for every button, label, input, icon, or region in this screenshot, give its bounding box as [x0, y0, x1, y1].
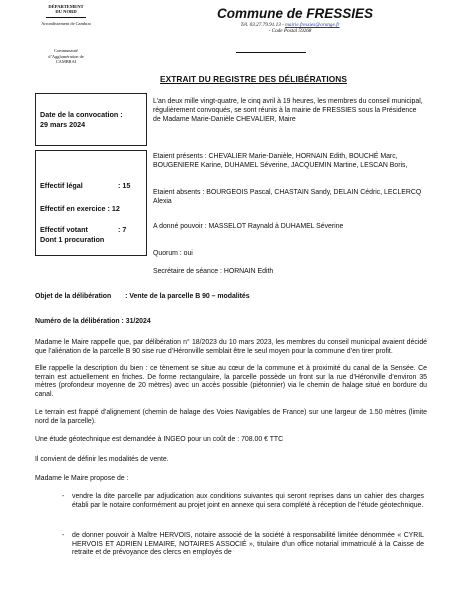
effectif-legal-value: : 15 — [118, 181, 131, 190]
effectif-exercice: Effectif en exercice : 12 — [40, 204, 120, 213]
subject-value: : Vente de la parcelle B 90 – modalités — [125, 293, 250, 300]
arrondissement: Arrondissement de Cambrai — [41, 20, 91, 26]
proposal-item-2: de donner pouvoir à Maître HERVOIS, notaire associé de la société à responsabilité limitée dénommée « CYRIL HERVOIS ET ADRIEN LEMAIRE, NOTAIRES ASSOCIÉ », titulaire d’un office notarial immatriculé à la Caisse de retraite et de prévoyance des clercs en employés de — [72, 532, 424, 557]
department-line-2: DU NORD — [55, 9, 77, 15]
cc-line-3: CAMBRAI — [55, 58, 77, 64]
subject-label: Objet de la délibération — [35, 293, 112, 300]
session-intro: L’an deux mille vingt-quatre, le cinq avril à 19 heures, les membres du conseil municipal, régulièrement convoqués, se sont réunis à la mairie de FRESSIES sous la Présidence de Madame Marie-Danièle CHEVALIER, Maire — [153, 98, 423, 123]
members-absent: Etaient absents : BOURGEOIS Pascal, CHASTAIN Sandy, DELAIN Cédric, LECLERCQ Alexia — [153, 189, 422, 205]
cc-line-2: d’Agglomération de — [48, 53, 84, 59]
effectif-legal-label: Effectif légal — [40, 181, 83, 190]
quorum: Quorum : oui — [153, 250, 193, 257]
effectif-votant-label: Effectif votant — [40, 225, 88, 234]
department-block — [22, 4, 110, 64]
convocation-label: Date de la convocation : — [40, 110, 123, 119]
paragraph-description: Elle rappelle la description du bien : ce tènement se situe au cœur de la commune et à proximité du canal de la Sensée. Ce terrain est actuellement en friches. De forme rectangulaire, la parcelle possède un front sur la rue d’Héronville d’environ 35 mètres (profondeur moyenne de 20 mètres) avec un accès possible (piétonnier) via le chemin de halage situé en bordure du canal. — [35, 365, 427, 399]
bullet-dash-2: - — [62, 532, 65, 539]
commune-title: Commune de FRESSIES — [216, 6, 374, 21]
bullet-dash-1: - — [62, 493, 65, 500]
deliberation-subject — [35, 293, 427, 302]
paragraph-recall: Madame le Maire rappelle que, par délibération n° 18/2023 du 10 mars 2023, les membres du conseil municipal avaient décidé que l’aliénation de la parcelle B 90 sise rue d’Héronville semblait être le seul moyen pour la commune d’en tirer profit. — [35, 339, 427, 355]
deliberation-number: Numéro de la délibération : 31/2024 — [35, 318, 151, 325]
header-divider — [236, 52, 306, 53]
procuration: Dont 1 procuration — [40, 235, 105, 244]
members-present: Etaient présents : CHEVALIER Marie-Danièle, HORNAIN Edith, BOUCHÉ Marc, BOUGENIERE Karine, DUHAMEL Séverine, JACQUEMIN Martine, LESCAN Boris, — [153, 153, 408, 169]
effectif-box — [35, 150, 147, 256]
document-title: EXTRAIT DU REGISTRE DES DÉLIBÉRATIONS — [160, 74, 348, 84]
convocation-date: 29 mars 2024 — [40, 120, 86, 129]
department-divider — [46, 17, 86, 18]
cc-line-1: Communauté — [54, 48, 78, 54]
paragraph-modalities: Il convient de définir les modalités de vente. — [35, 456, 169, 463]
proxy-given: A donné pouvoir : MASSELOT Raynald à DUHAMEL Séverine — [153, 223, 344, 230]
communaute-agglomeration — [22, 48, 110, 64]
proposal-item-1: vendre la dite parcelle par adjudication aux conditions suivantes qui seront reprises dans un cahier des charges établi par le notaire conformément au projet joint en annexe qui sera complété à réception de l’étude géotechnique. — [72, 493, 424, 509]
commune-header — [150, 6, 430, 34]
convocation-box — [35, 93, 147, 146]
paragraph-study: Une étude géotechnique est demandée à INGEO pour un coût de : 708.00 € TTC — [35, 436, 284, 443]
email-link[interactable]: mairie.fressies@orange.fr — [285, 22, 340, 28]
session-secretary: Secrétaire de séance : HORNAIN Edith — [153, 268, 274, 275]
paragraph-alignment: Le terrain est frappé d’alignement (chemin de halage des Voies Navigables de France) sur une largeur de 1.50 mètres (limite nord de la parcelle). — [35, 409, 427, 425]
phone: Tél. 03.27.79.91.13 - — [240, 22, 284, 28]
department-line-1: DÉPARTEMENT — [48, 4, 84, 9]
effectif-votant-value: : 7 — [118, 225, 127, 234]
paragraph-proposal: Madame le Maire propose de : — [35, 475, 129, 482]
postal-code: - Code Postal 59268 — [268, 28, 312, 34]
